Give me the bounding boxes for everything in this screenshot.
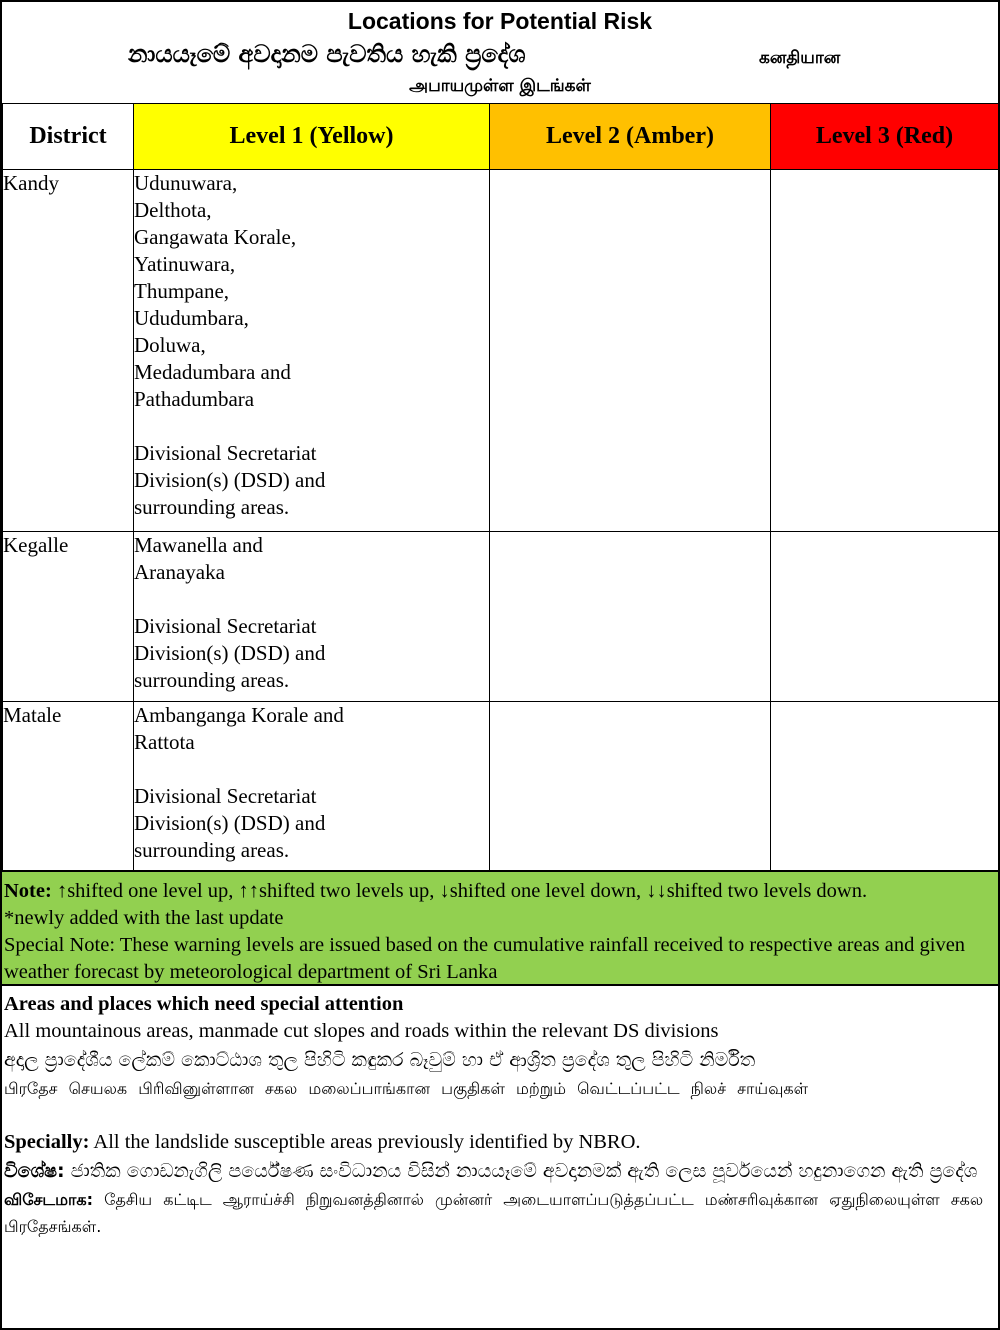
attention-english: All mountainous areas, manmade cut slopes and roads within the relevant DS divisions xyxy=(4,1020,719,1042)
spacer xyxy=(134,413,489,440)
area-line: Pathadumbara xyxy=(134,387,255,411)
sinhala-special-line xyxy=(4,1156,996,1186)
specially-text: All the landslide susceptible areas previously identified by NBRO. xyxy=(89,1131,641,1153)
area-line: Aranayaka xyxy=(134,560,225,584)
tamil-special-label: விசேடமாக: xyxy=(4,1190,94,1209)
level1-cell xyxy=(134,702,490,872)
spacer xyxy=(134,756,489,783)
area-line: Doluwa, xyxy=(134,333,206,357)
attention-sinhala: අදාල ප්‍රාදේශීය ලේකම් කොට්ඨාශ තුල පිහිටි කඳුකර බෑවුම් හා ඒ ආශ්‍රිත ප්‍රදේශ තුල පිහිටි නිර්මිත xyxy=(4,1049,756,1071)
attention-tamil: பிரதேச செயலக பிரிவினுள்ளான சகல மலைப்பாங்கான பகுதிகள் மற்றும் வெட்டப்பட்ட நிலச் சாய்வுகள் xyxy=(4,1079,809,1098)
header-row xyxy=(3,104,999,170)
attention-heading: Areas and places which need special attention xyxy=(4,993,404,1015)
special-note: Special Note: These warning levels are issued based on the cumulative rainfall received to respective areas and given weather forecast by meteorological department of Sri Lanka xyxy=(4,934,966,983)
specially-label: Specially: xyxy=(4,1131,90,1153)
sinhala-special-text: ජාතික ගොඩනැගිලි පර්යේෂණ සංවිධානය විසින් නායයෑමේ අවදානමක් ඇති ලෙස පූර්වයෙන් හදුනාගෙන ඇති ප්‍රදේශ xyxy=(64,1160,978,1182)
area-line: Delthota, xyxy=(134,198,212,222)
area-line: Rattota xyxy=(134,730,195,754)
suffix-line: Division(s) (DSD) and xyxy=(134,641,326,665)
area-line: Yatinuwara, xyxy=(134,252,236,276)
spacer xyxy=(134,586,489,613)
header-level3: Level 3 (Red) xyxy=(771,104,999,170)
table-row xyxy=(3,702,999,872)
note-symbols: ↑shifted one level up, ↑↑shifted two levels up, ↓shifted one level down, ↓↓shifted two levels down. xyxy=(51,880,868,902)
area-line: Ududumbara, xyxy=(134,306,249,330)
note-label: Note: xyxy=(4,880,52,902)
table-row xyxy=(3,532,999,702)
header-level2: Level 2 (Amber) xyxy=(490,104,771,170)
level2-cell xyxy=(490,702,771,872)
suffix-line: Divisional Secretariat xyxy=(134,614,317,638)
suffix-line: surrounding areas. xyxy=(134,495,290,519)
district-cell: Matale xyxy=(3,702,134,872)
header-level1: Level 1 (Yellow) xyxy=(134,104,490,170)
district-cell: Kegalle xyxy=(3,532,134,702)
title-english: Locations for Potential Risk xyxy=(347,8,653,34)
note-box xyxy=(2,870,998,986)
level2-cell xyxy=(490,170,771,532)
level3-cell xyxy=(771,170,999,532)
title-tamil-right: கனதியான xyxy=(759,48,841,68)
title-sinhala: නායයෑමේ අවදානම පැවතිය හැකි ප්‍රදේශ xyxy=(128,40,526,68)
note-newly-added: *newly added with the last update xyxy=(4,907,284,929)
suffix-line: Divisional Secretariat xyxy=(134,441,317,465)
area-line: Mawanella and xyxy=(134,533,263,557)
header-district: District xyxy=(3,104,134,170)
tamil-special-line xyxy=(4,1186,996,1240)
level1-cell xyxy=(134,532,490,702)
level1-cell xyxy=(134,170,490,532)
note-symbols-line xyxy=(4,878,998,905)
specially-line xyxy=(4,1129,996,1156)
district-cell: Kandy xyxy=(3,170,134,532)
suffix-line: surrounding areas. xyxy=(134,838,290,862)
level3-cell xyxy=(771,702,999,872)
level3-cell xyxy=(771,532,999,702)
suffix-line: Divisional Secretariat xyxy=(134,784,317,808)
level2-cell xyxy=(490,532,771,702)
area-line: Medadumbara and xyxy=(134,360,291,384)
suffix-line: Division(s) (DSD) and xyxy=(134,468,326,492)
title-tamil: அபாயமுள்ள இடங்கள் xyxy=(409,76,591,96)
sinhala-special-label: විශේෂ: xyxy=(4,1160,65,1182)
area-line: Gangawata Korale, xyxy=(134,225,297,249)
suffix-line: surrounding areas. xyxy=(134,668,290,692)
area-line: Ambanganga Korale and xyxy=(134,703,344,727)
table-row xyxy=(3,170,999,532)
special-attention-section xyxy=(2,988,998,1328)
area-line: Thumpane, xyxy=(134,279,230,303)
tamil-special-text: தேசிய கட்டிட ஆராய்ச்சி நிறுவனத்தினால் முன்னர் அடையாளப்படுத்தப்பட்ட மண்சரிவுக்கான ஏதுநிலையுள்ள சகல பிரதேசங்கள். xyxy=(4,1190,984,1236)
area-line: Udunuwara, xyxy=(134,171,238,195)
risk-table xyxy=(2,103,999,872)
spacer xyxy=(4,1102,996,1129)
suffix-line: Division(s) (DSD) and xyxy=(134,811,326,835)
title-block xyxy=(2,2,998,105)
